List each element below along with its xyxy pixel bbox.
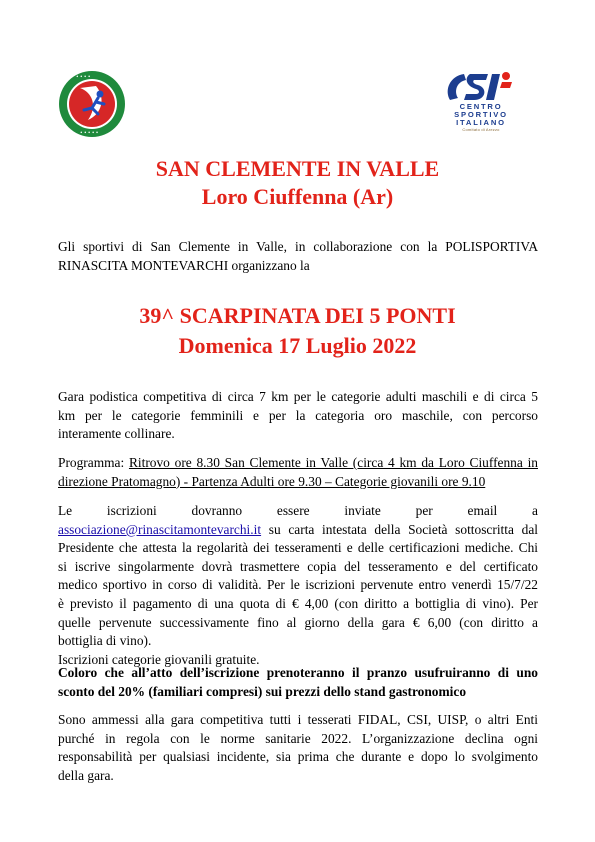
program-label: Programma: xyxy=(58,455,129,470)
registration-line-5: medico sportivo in corso di validità. Per le iscrizioni pervenute entro venerdì 15/7/22 xyxy=(58,577,538,593)
intro-paragraph xyxy=(58,238,538,275)
description-line-3: interamente collinare. xyxy=(58,426,175,442)
csi-word-2: SPORTIVO xyxy=(454,110,508,119)
registration-line-7: quelle pervenute successivamente fino al giorno della gara € 6,00 (con diritto a xyxy=(58,614,538,630)
admission-line-1: Sono ammessi alla gara competitiva tutti i tesserati FIDAL, CSI, UISP, o altri Enti xyxy=(58,712,538,727)
registration-line-6: è previsto il pagamento di una quota di € 4,00 (con diritto a bottiglia di vino). Per xyxy=(58,595,538,611)
lunch-note xyxy=(58,664,538,701)
csi-logo-words xyxy=(447,103,515,133)
csi-tagline: Comitato di Arezzo xyxy=(462,127,500,132)
csi-word-1: CENTRO xyxy=(459,102,503,111)
program-line-2: direzione Pratomagno) - Partenza Adulti ore 9.30 – Categorie giovanili ore 9.10 xyxy=(58,473,486,489)
lunch-line-1: Coloro che all’atto dell’iscrizione prenoteranno il pranzo usufruiranno di uno xyxy=(58,665,538,680)
race-description xyxy=(58,388,538,444)
registration-paragraph xyxy=(58,502,538,669)
program-line-1: Ritrovo ore 8.30 San Clemente in Valle (circa 4 km da Loro Ciuffenna in xyxy=(128,455,538,470)
description-line-1: Gara podistica competitiva di circa 7 km per le categorie adulti maschili e di circa 5 xyxy=(58,389,538,404)
event-name: 39^ SCARPINATA DEI 5 PONTI xyxy=(139,303,456,328)
intro-line-1: Gli sportivi di San Clemente in Valle, in collaborazione con la POLISPORTIVA xyxy=(58,239,538,254)
admission-line-4: della gara. xyxy=(58,767,114,783)
intro-line-2: RINASCITA MONTEVARCHI organizzano la xyxy=(58,257,310,273)
email-link[interactable]: associazione@rinascitamontevarchi.it xyxy=(58,521,262,537)
location-subtitle: Loro Ciuffenna (Ar) xyxy=(201,184,394,209)
lunch-line-2: sconto del 20% (familiari compresi) sui prezzi dello stand gastronomico xyxy=(58,683,467,699)
admission-paragraph xyxy=(58,711,538,785)
event-date: Domenica 17 Luglio 2022 xyxy=(178,333,417,358)
registration-line-3: Presidente che attesta la regolarità dei tesseramenti e delle certificazioni mediche. Chi xyxy=(58,540,538,556)
registration-line-8: bottiglia di vino). xyxy=(58,633,152,649)
description-line-2: km per le categorie femminili e per la categoria oro maschile, con percorso xyxy=(58,407,538,423)
location-title: SAN CLEMENTE IN VALLE xyxy=(155,156,440,181)
registration-line-4: si iscrive singolarmente dovrà trasmettere copia del tesseramento e del certificato xyxy=(58,558,538,574)
svg-text:• • • • •: • • • • • xyxy=(80,130,99,135)
admission-line-3: responsabilità per qualsiasi incidente, sia prima che durante e dopo lo svolgimento xyxy=(58,749,538,765)
registration-line-2: su carta intestata della Società sottoscritta dal xyxy=(261,521,538,537)
csi-word-3: ITALIANO xyxy=(456,118,506,127)
svg-text:• • • •: • • • • xyxy=(76,74,91,79)
admission-line-2: purché in regola con le norme sanitarie 2022. L’organizzazione declina ogni xyxy=(58,730,538,746)
registration-line-9: Iscrizioni categorie giovanili gratuite. xyxy=(58,651,260,667)
polisportiva-logo xyxy=(58,70,126,138)
program-paragraph xyxy=(58,454,538,491)
registration-line-1: Le iscrizioni dovranno essere inviate per email a xyxy=(58,503,538,518)
